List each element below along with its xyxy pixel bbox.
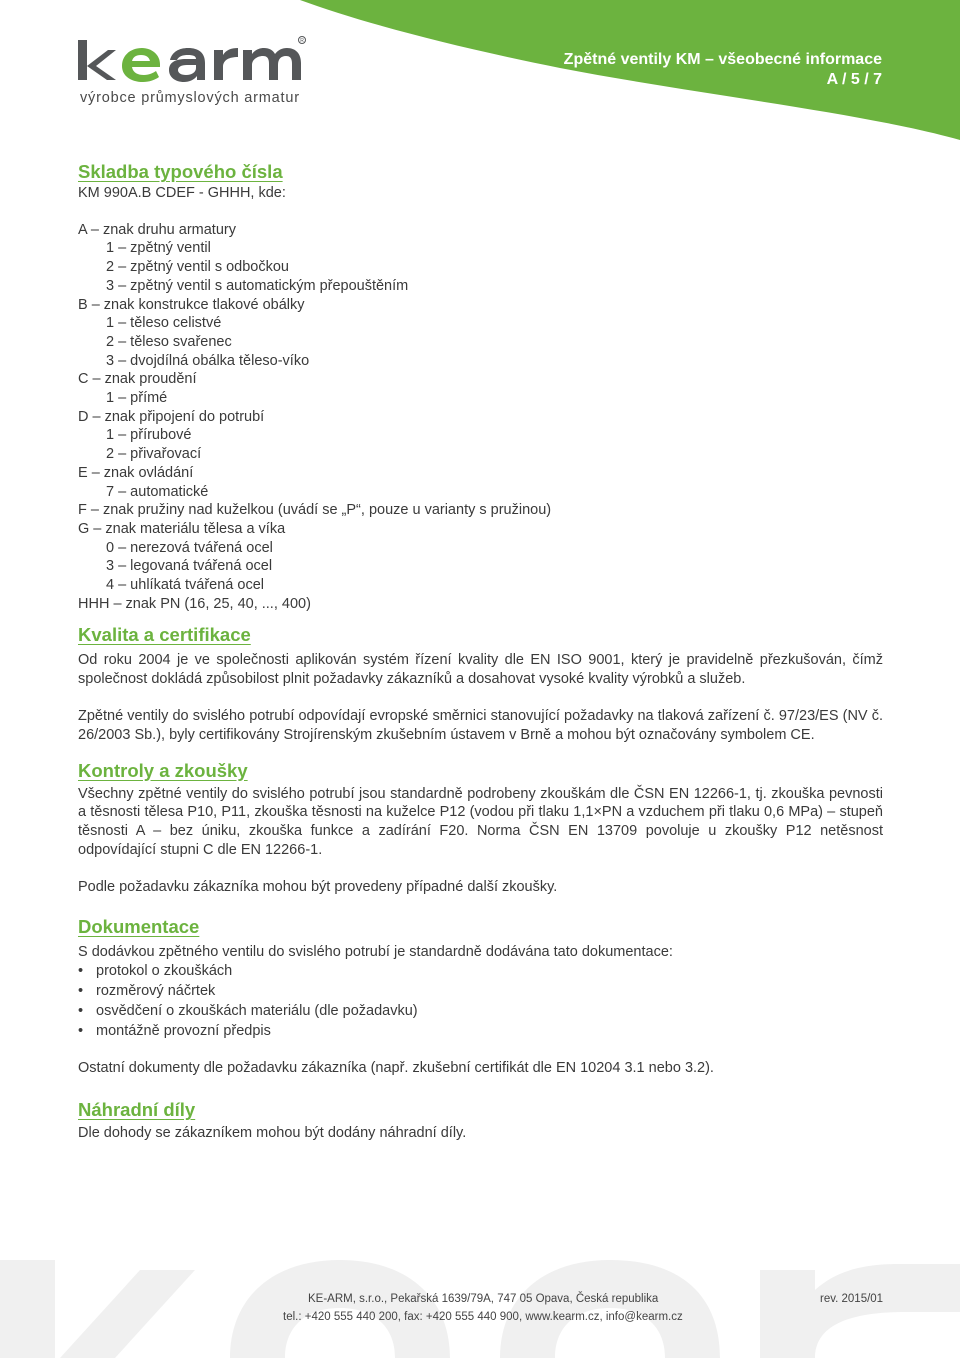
legend-option: 1 – těleso celistvé [106, 315, 222, 332]
list-item: • protokol o zkouškách [78, 961, 883, 981]
document-title: Zpětné ventily KM – všeobecné informace [563, 51, 882, 68]
section-heading-skladba: Skladba typového čísla [78, 161, 283, 182]
legend-option: 2 – přivařovací [106, 446, 202, 463]
legend-option: 3 – zpětný ventil s automatickým přepouštěním [106, 277, 409, 294]
legend-field: C – znak proudění [78, 371, 197, 388]
document-header [564, 50, 882, 90]
legend-field: G – znak materiálu tělesa a víka [78, 520, 286, 537]
section-heading-dokumentace: Dokumentace [78, 915, 200, 937]
legend-option: 1 – zpětný ventil [106, 240, 211, 257]
kontroly-paragraph-2: Podle požadavku zákazníka mohou být provedeny případné další zkoušky. [78, 878, 558, 895]
legend-option: 2 – zpětný ventil s odbočkou [106, 259, 289, 276]
type-code: KM 990A.B CDEF - GHHH, kde: [78, 185, 286, 201]
kontroly-paragraph-1: Všechny zpětné ventily do svislého potrubí jsou standardně podrobeny zkouškám dle ČSN EN 12266-1, tj. zkouška pevnosti a těsnosti tělesa P10, P11, zkouška těsnosti na kuželce P12 (vodou při tlaku 1,1×PN a vzduchem při tlaku 0,6 MPa) – stupeň těsnosti A – bez úniku, zkouška funkce a zadírání F20. Norma ČSN EN 13709 povoluje u zkoušky P12 netěsnost odpovídající stupni C dle EN 12266-1. [78, 785, 883, 859]
legend-option: 3 – legovaná tvářená ocel [106, 558, 273, 575]
legend-option: 7 – automatické [106, 483, 209, 500]
legend-field: B – znak konstrukce tlakové obálky [78, 296, 305, 313]
dokumentace-list [78, 961, 883, 1041]
section-heading-kontroly: Kontroly a zkoušky [78, 759, 248, 781]
company-logo [78, 36, 318, 108]
kearm-logo-mark [78, 36, 308, 92]
legend-option: 2 – těleso svařenec [106, 333, 232, 350]
logo-tagline: výrobce průmyslových armatur [80, 90, 300, 106]
dokumentace-outro: Ostatní dokumenty dle požadavku zákazníka (např. zkušební certifikát dle EN 10204 3.1 nebo 3.2). [78, 1060, 714, 1077]
kvalita-paragraph-1: Od roku 2004 je ve společnosti aplikován systém řízení kvality dle EN ISO 9001, který je pravidelně přezkušován, čímž společnost dokládá způsobilost plnit požadavky zákazníků a dosahovat vysoké kvality výrobků a služeb. [78, 652, 883, 688]
legend-option: 1 – přírubové [106, 427, 192, 444]
section-heading-nahradni-dily: Náhradní díly [78, 1099, 196, 1121]
footer-address: KE-ARM, s.r.o., Pekařská 1639/79A, 747 05 Opava, Česká republika [308, 1293, 659, 1305]
document-body [78, 160, 883, 1143]
legend-option: 1 – přímé [106, 390, 168, 407]
svg-text:R: R [300, 37, 304, 44]
page-reference: A / 5 / 7 [826, 71, 882, 88]
section-heading-kvalita: Kvalita a certifikace [78, 624, 251, 646]
type-code-legend [78, 221, 883, 614]
legend-field: A – znak druhu armatury [78, 221, 236, 238]
nahradni-dily-text: Dle dohody se zákazníkem mohou být dodány náhradní díly. [78, 1125, 467, 1142]
legend-field: F – znak pružiny nad kuželkou (uvádí se „P“, pouze u varianty s pružinou) [78, 502, 552, 519]
legend-option: 3 – dvojdílná obálka těleso-víko [106, 352, 310, 369]
legend-field: E – znak ovládání [78, 464, 194, 481]
list-item: • osvědčení o zkouškách materiálu (dle požadavku) [78, 1001, 883, 1021]
kvalita-paragraph-2: Zpětné ventily do svislého potrubí odpovídají evropské směrnici stanovující požadavky na tlaková zařízení č. 97/23/ES (NV č. 26/2003 Sb.), byly certifikovány Strojírenským zkušebním ústavem v Brně a mohou být označovány symbolem CE. [78, 708, 883, 743]
legend-field: HHH – znak PN (16, 25, 40, ..., 400) [78, 595, 311, 612]
legend-field: D – znak připojení do potrubí [78, 408, 265, 425]
legend-option: 0 – nerezová tvářená ocel [106, 539, 273, 556]
dokumentace-intro: S dodávkou zpětného ventilu do svislého potrubí je standardně dodávána tato dokumentace: [78, 943, 673, 960]
footer-contact: tel.: +420 555 440 200, fax: +420 555 440 900, www.kearm.cz, info@kearm.cz [283, 1311, 683, 1323]
footer-revision: rev. 2015/01 [820, 1293, 884, 1305]
list-item: • rozměrový náčrtek [78, 981, 883, 1001]
list-item: • montážně provozní předpis [78, 1021, 883, 1041]
legend-option: 4 – uhlíkatá tvářená ocel [106, 577, 264, 594]
